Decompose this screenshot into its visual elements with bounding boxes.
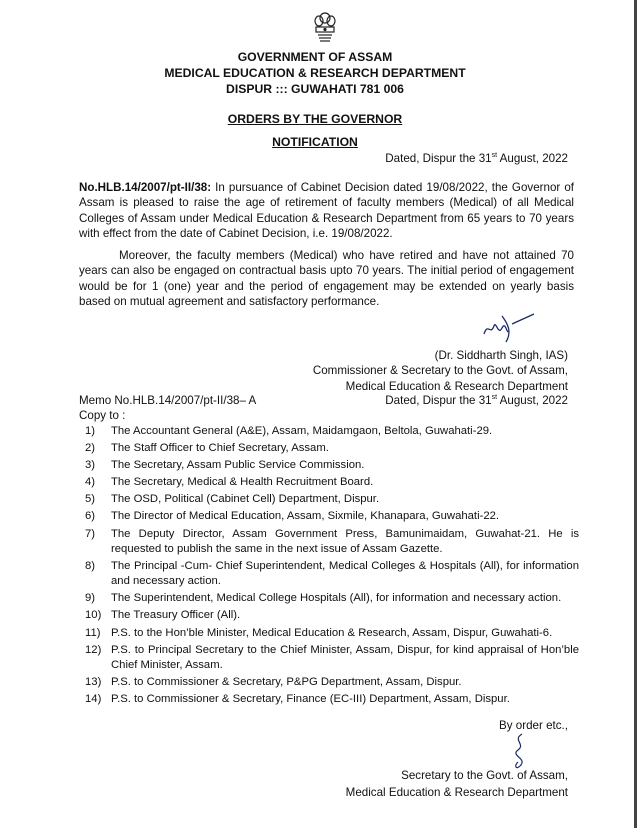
notification-paragraph-1 (79, 180, 574, 241)
copy-list-text: P.S. to Commissioner & Secretary, Finance (EC-III) Department, Assam, Dispur. (111, 693, 510, 706)
copy-list-item (79, 608, 579, 623)
copy-list-item (79, 475, 579, 490)
department-title: MEDICAL EDUCATION & RESEARCH DEPARTMENT (164, 66, 466, 80)
signatory-name: (Dr. Siddharth Singh, IAS) (434, 349, 568, 362)
address-line: DISPUR ::: GUWAHATI 781 006 (226, 82, 404, 96)
para1-line: No.HLB.14/2007/pt-II/38: In pursuance of Cabinet Decision dated 19/08/2022, the Governor of (79, 181, 574, 194)
copy-list-item (79, 675, 579, 690)
copy-list-number: 14) (85, 693, 102, 706)
copy-list-number: 7) (85, 527, 96, 540)
copy-list-item (79, 692, 579, 707)
copy-list-text: The Accountant General (A&E), Assam, Maidamgaon, Beltola, Guwahati-29. (111, 425, 493, 437)
copy-list-item (79, 441, 579, 456)
notification-number: No.HLB.14/2007/pt-II/38: (79, 181, 212, 194)
copy-list-text: P.S. to the Hon’ble Minister, Medical Education & Research, Assam, Dispur, Guwahati-6. (111, 626, 553, 639)
notification-paragraph-2 (79, 248, 574, 309)
copy-list-text: The Secretary, Medical & Health Recruitment Board. (111, 476, 374, 489)
copy-list-item (79, 626, 579, 641)
state-emblem-icon (310, 10, 340, 48)
para2-line: years can also be engaged on contractual basis upto 70 years. The initial period of engagement (79, 264, 574, 278)
notification-heading: NOTIFICATION (272, 135, 358, 149)
copy-list-item (79, 559, 579, 590)
by-order-label: By order etc., (499, 719, 568, 732)
memo-date: Dated, Dispur the 31st August, 2022 (385, 394, 568, 407)
copy-list-number: 5) (85, 493, 96, 506)
signatory-title: Commissioner & Secretary to the Govt. of Assam, (312, 364, 568, 377)
copy-list-item (79, 492, 579, 507)
copy-list-number: 12) (85, 643, 102, 656)
copy-list-number: 8) (85, 559, 96, 572)
govt-title: GOVERNMENT OF ASSAM (237, 50, 393, 64)
copy-list-item (79, 527, 579, 558)
para1-line: Assam is pleased to raise the age of retirement of faculty members (Medical) of all Medical (79, 196, 574, 210)
copy-to-label: Copy to : (79, 409, 126, 422)
copy-list-number: 11) (85, 626, 101, 639)
copy-list-number: 1) (85, 425, 96, 437)
copy-list-text: The Deputy Director, Assam Government Press, Bamunimaidam, Guwahat-21. He is requested to publish the same in the next issue of Assam Gazette. (111, 527, 579, 555)
para1-line: Colleges of Assam under Medical Education & Research Department from 65 years to 70 years (79, 211, 574, 225)
copy-list-number: 4) (85, 476, 96, 489)
copy-list-number: 13) (85, 676, 102, 689)
para2-line: would be for 1 (one) year and the period of engagement may be extended on yearly basis (79, 279, 574, 293)
memo-number: Memo No.HLB.14/2007/pt-II/38– A (79, 394, 257, 407)
copy-list-number: 6) (85, 510, 96, 523)
copy-list-item (79, 424, 579, 439)
commissioner-signature-icon (478, 306, 548, 346)
copy-list-text: The Staff Officer to Chief Secretary, Assam. (111, 442, 329, 455)
secretary-signature-icon (502, 732, 536, 772)
notification-date: Dated, Dispur the 31st August, 2022 (385, 152, 568, 165)
closing-title: Secretary to the Govt. of Assam, (401, 769, 568, 782)
para2-line: based on mutual agreement and satisfactory performance. (79, 294, 380, 308)
copy-list-text: P.S. to Commissioner & Secretary, P&PG Department, Assam, Dispur. (111, 676, 462, 689)
para1-line: with effect from the date of Cabinet Decision, i.e. 19/08/2022. (79, 226, 393, 240)
copy-list-number: 2) (85, 442, 96, 455)
para2-line: Moreover, the faculty members (Medical) who have retired and have not attained 70 (119, 249, 574, 262)
copy-list-item (79, 643, 579, 674)
copy-list-text: The Principal -Cum- Chief Superintendent, Medical Colleges & Hospitals (All), for information and necessary action. (111, 559, 579, 588)
copy-list-number: 3) (85, 459, 96, 472)
closing-department: Medical Education & Research Department (345, 786, 568, 799)
copy-list-text: The Treasury Officer (All). (111, 609, 241, 622)
copy-list-text: The Director of Medical Education, Assam, Sixmile, Khanapara, Guwahati-22. (111, 510, 500, 523)
copy-list-item (79, 509, 579, 524)
copy-list-item (79, 458, 579, 473)
copy-list-number: 10) (85, 609, 102, 622)
copy-list-item (79, 591, 579, 606)
signatory-department: Medical Education & Research Department (345, 380, 568, 393)
copy-to-list (79, 424, 579, 709)
copy-list-text: P.S. to Principal Secretary to the Chief Minister, Assam, Dispur, for kind appraisal of Hon’ble Chief Minister, Assam. (111, 643, 579, 671)
copy-list-number: 9) (85, 592, 96, 605)
copy-list-text: The Secretary, Assam Public Service Commission. (111, 459, 365, 472)
orders-heading: ORDERS BY THE GOVERNOR (227, 112, 403, 126)
copy-list-text: The Superintendent, Medical College Hospitals (All), for information and necessary action. (111, 592, 562, 605)
copy-list-text: The OSD, Political (Cabinet Cell) Department, Dispur. (111, 493, 380, 506)
